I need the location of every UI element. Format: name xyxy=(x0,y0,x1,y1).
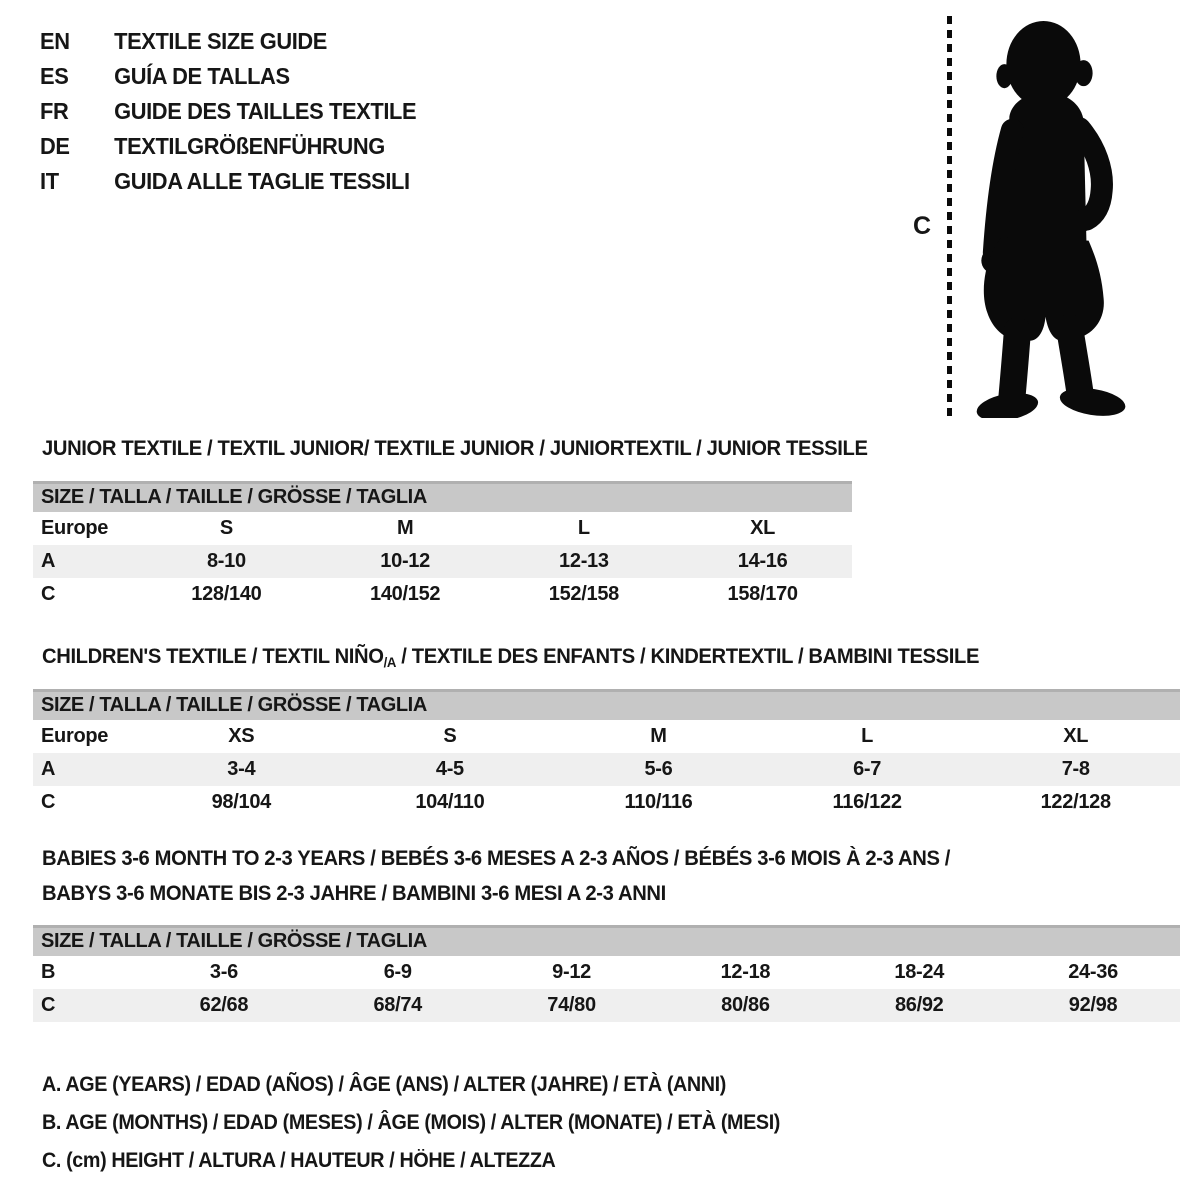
row-label: A xyxy=(33,753,137,786)
babies-size-table xyxy=(33,925,1180,1022)
age-cell: 24-36 xyxy=(1068,961,1118,983)
row-label: A xyxy=(33,545,137,578)
size-cell: XL xyxy=(1063,725,1089,747)
size-cell: S xyxy=(443,725,457,747)
junior-size-table xyxy=(33,481,852,611)
height-cell: 92/98 xyxy=(1006,989,1180,1022)
babies-section-title xyxy=(42,841,950,911)
measurement-key-legend xyxy=(42,1066,827,1180)
language-title: GUIDA ALLE TAGLIE TESSILI xyxy=(114,168,410,194)
language-title: TEXTILGRÖßENFÜHRUNG xyxy=(114,133,385,159)
language-code: FR xyxy=(40,98,69,124)
language-title: GUÍA DE TALLAS xyxy=(114,63,290,89)
height-cell: 68/74 xyxy=(311,989,485,1022)
height-cell: 86/92 xyxy=(832,989,1006,1022)
height-cell: 80/86 xyxy=(658,989,832,1022)
height-measure-label: C xyxy=(913,212,932,240)
size-cell: XS xyxy=(228,725,255,747)
age-cell: 12-18 xyxy=(720,961,771,983)
row-label: Europe xyxy=(41,517,109,539)
children-section-title xyxy=(42,639,979,680)
language-code: ES xyxy=(40,63,69,89)
legend-line-b: B. AGE (MONTHS) / EDAD (MESES) / ÂGE (MOIS) / ALTER (MONATE) / ETÀ (MESI) xyxy=(42,1111,781,1134)
children-title-subscript: /A xyxy=(383,654,397,670)
size-header-bar: SIZE / TALLA / TAILLE / GRÖSSE / TAGLIA xyxy=(33,925,1180,956)
age-cell: 14-16 xyxy=(673,545,852,578)
language-code: IT xyxy=(40,168,59,194)
age-cell: 5-6 xyxy=(554,753,763,786)
language-code: EN xyxy=(40,28,70,54)
babies-title-line2: BABYS 3-6 MONATE BIS 2-3 JAHRE / BAMBINI 3-6 MESI A 2-3 ANNI xyxy=(42,881,666,905)
language-title: TEXTILE SIZE GUIDE xyxy=(114,28,328,54)
height-cell: 116/122 xyxy=(832,791,902,813)
babies-title-line1: BABIES 3-6 MONTH TO 2-3 YEARS / BEBÉS 3-6 MESES A 2-3 AÑOS / BÉBÉS 3-6 MOIS À 2-3 ANS / xyxy=(42,846,951,870)
age-cell: 7-8 xyxy=(971,753,1180,786)
language-legend xyxy=(40,24,436,199)
language-row-de xyxy=(40,129,416,164)
age-cell: 12-13 xyxy=(495,545,674,578)
children-title-post: / TEXTILE DES ENFANTS / KINDERTEXTIL / BAMBINI TESSILE xyxy=(396,644,980,668)
row-label: C xyxy=(41,791,56,813)
age-cell: 3-6 xyxy=(209,961,238,983)
height-cell: 152/158 xyxy=(548,583,619,605)
height-cell: 110/116 xyxy=(624,791,693,813)
size-cell: M xyxy=(396,517,414,539)
age-cell: 4-5 xyxy=(346,753,555,786)
row-label: C xyxy=(41,583,56,605)
height-cell: 74/80 xyxy=(485,989,659,1022)
age-cell: 9-12 xyxy=(552,961,591,983)
language-row-fr xyxy=(40,94,416,129)
age-cell: 18-24 xyxy=(894,961,945,983)
children-title-pre: CHILDREN'S TEXTILE / TEXTIL NIÑO xyxy=(42,644,384,668)
height-cell: 62/68 xyxy=(137,989,311,1022)
size-header-bar: SIZE / TALLA / TAILLE / GRÖSSE / TAGLIA xyxy=(33,689,1180,720)
language-title: GUIDE DES TAILLES TEXTILE xyxy=(114,98,417,124)
height-measure-dotted-line xyxy=(947,16,952,418)
size-cell: L xyxy=(577,517,590,539)
height-cell: 140/152 xyxy=(370,583,441,605)
language-code: DE xyxy=(40,133,70,159)
row-label: C xyxy=(33,989,137,1022)
size-cell: XL xyxy=(750,517,776,539)
language-row-it xyxy=(40,164,416,199)
height-cell: 158/170 xyxy=(727,583,798,605)
legend-line-a: A. AGE (YEARS) / EDAD (AÑOS) / ÂGE (ANS) / ALTER (JAHRE) / ETÀ (ANNI) xyxy=(42,1073,726,1096)
height-cell: 128/140 xyxy=(191,583,262,605)
age-cell: 8-10 xyxy=(137,545,316,578)
age-cell: 6-9 xyxy=(383,961,412,983)
language-row-en xyxy=(40,24,416,59)
size-cell: S xyxy=(219,517,233,539)
size-cell: L xyxy=(861,725,874,747)
row-label: B xyxy=(41,961,56,983)
junior-section-title: JUNIOR TEXTILE / TEXTIL JUNIOR/ TEXTILE JUNIOR / JUNIORTEXTIL / JUNIOR TESSILE xyxy=(42,436,868,460)
size-cell: M xyxy=(650,725,667,747)
row-label: Europe xyxy=(41,725,109,747)
age-cell: 3-4 xyxy=(137,753,346,786)
children-size-table xyxy=(33,689,1180,819)
legend-line-c: C. (cm) HEIGHT / ALTURA / HAUTEUR / HÖHE / ALTEZZA xyxy=(42,1149,556,1172)
height-cell: 98/104 xyxy=(211,791,271,813)
size-header-bar: SIZE / TALLA / TAILLE / GRÖSSE / TAGLIA xyxy=(33,481,852,512)
age-cell: 10-12 xyxy=(316,545,495,578)
height-cell: 122/128 xyxy=(1040,791,1111,813)
toddler-silhouette-icon xyxy=(962,12,1134,418)
age-cell: 6-7 xyxy=(763,753,972,786)
height-cell: 104/110 xyxy=(415,791,485,813)
language-row-es xyxy=(40,59,416,94)
